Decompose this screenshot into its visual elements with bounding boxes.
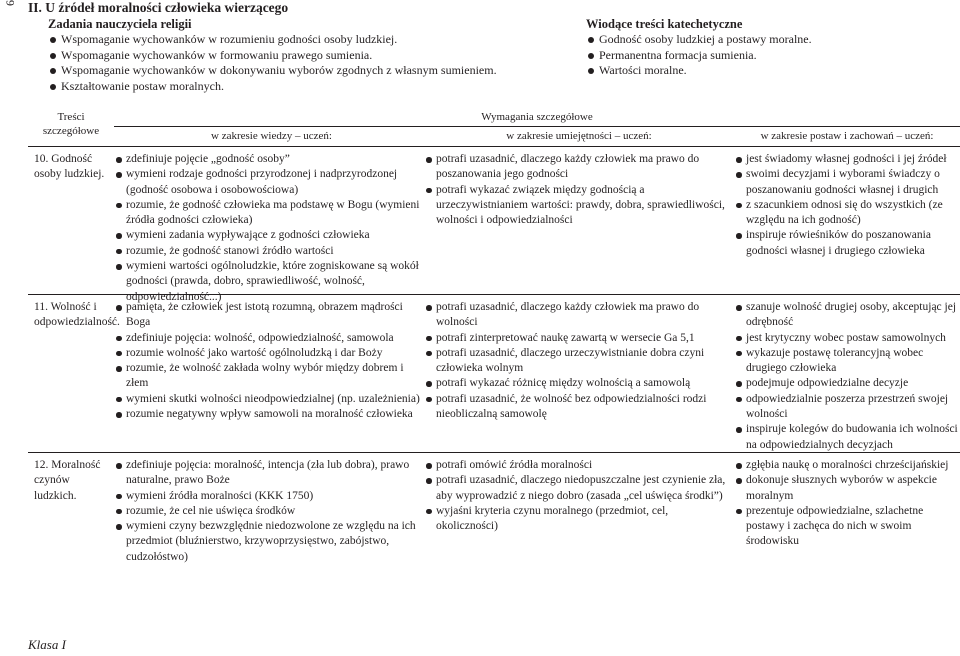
list-item: inspiruje kolegów do budowania ich wolności na odpowiedzialnych decyzjach	[734, 422, 959, 453]
list-item: potrafi wykazać związek między godnością a urzeczywistnianiem wartości: prawdy, dobra, sprawiedliwości, wolności i odpowiedzialności	[424, 183, 729, 229]
header-skills: w zakresie umiejętności – uczeń:	[506, 130, 652, 142]
knowledge-list	[114, 300, 424, 422]
list-item: potrafi uzasadnić, dlaczego urzeczywistnianie dobra czyni człowieka wolnym	[424, 346, 729, 377]
list-item: zdefiniuje pojęcie „godność osoby”	[114, 152, 424, 167]
list-item: potrafi uzasadnić, że wolność bez odpowiedzialności rodzi nieobliczalną samowolę	[424, 392, 729, 423]
table-row	[28, 148, 960, 303]
list-item: potrafi uzasadnić, dlaczego każdy człowiek ma prawo do poszanowania jego godności	[424, 152, 729, 183]
footer-class-label: Klasa I	[28, 637, 66, 652]
list-item: potrafi zinterpretować naukę zawartą w wersecie Ga 5,1	[424, 331, 729, 346]
list-item: Wspomaganie wychowanków w dokonywaniu wyborów zgodnych z własnym sumieniem.	[48, 63, 568, 79]
list-item: rozumie wolność jako wartość ogólnoludzką i dar Boży	[114, 346, 424, 361]
list-item: podejmuje odpowiedzialne decyzje	[734, 376, 959, 391]
list-item: rozumie, że godność stanowi źródło wartości	[114, 244, 424, 259]
list-item: wymieni źródła moralności (KKK 1750)	[114, 489, 424, 504]
attitudes-list	[734, 458, 959, 550]
list-item: inspiruje rówieśników do poszanowania godności własnej i drugiego człowieka	[734, 228, 959, 259]
row-topic: 10. Godność osoby ludzkiej.	[34, 153, 105, 181]
row-rule	[28, 294, 960, 295]
skills-list	[424, 300, 729, 422]
list-item: rozumie, że cel nie uświęca środków	[114, 504, 424, 519]
list-item: prezentuje odpowiedzialne, szlachetne postawy i zachęca do nich w swoim środowisku	[734, 504, 959, 550]
list-item: zdefiniuje pojęcia: moralność, intencja (zła lub dobra), prawo naturalne, prawo Boże	[114, 458, 424, 489]
table-row	[28, 296, 960, 454]
list-item: rozumie negatywny wpływ samowoli na moralność człowieka	[114, 407, 424, 422]
catechetical-content	[586, 17, 906, 79]
list-item: wymieni wartości ogólnoludzkie, które zogniskowane są wokół godności (prawda, dobro, sprawiedliwość, wolność, odpowiedzialność...)	[114, 259, 424, 305]
list-item: wymieni zadania wypływające z godności człowieka	[114, 228, 424, 243]
list-item: z szacunkiem odnosi się do wszystkich (ze względu na ich godność)	[734, 198, 959, 229]
page-number: 6	[3, 0, 17, 6]
list-item: szanuje wolność drugiej osoby, akceptując jej odrębność	[734, 300, 959, 331]
row-skills	[424, 152, 729, 228]
header-bottom-rule	[28, 146, 960, 147]
skills-list	[424, 152, 729, 228]
row-attitudes	[734, 152, 959, 259]
attitudes-list	[734, 152, 959, 259]
header-detailed-requirements: Wymagania szczegółowe	[481, 111, 593, 123]
list-item: Permanentna formacja sumienia.	[586, 48, 906, 64]
list-item: wymieni skutki wolności nieodpowiedzialnej (np. uzależnienia)	[114, 392, 424, 407]
list-item: wymieni czyny bezwzględnie niedozwolone ze względu na ich przedmiot (bluźnierstwo, krzywoprzysięstwo, zabójstwo, cudzołóstwo)	[114, 519, 424, 565]
list-item: potrafi wykazać różnicę między wolnością a samowolą	[424, 376, 729, 391]
list-item: Godność osoby ludzkiej a postawy moralne.	[586, 32, 906, 48]
list-item: Wspomaganie wychowanków w formowaniu prawego sumienia.	[48, 48, 568, 64]
header-divider	[114, 126, 960, 127]
list-item: potrafi omówić źródła moralności	[424, 458, 729, 473]
list-item: wyjaśni kryteria czynu moralnego (przedmiot, cel, okoliczności)	[424, 504, 729, 535]
header-detailed-content: Treści szczegółowe	[42, 111, 100, 137]
row-attitudes	[734, 458, 959, 550]
section-title: II. U źródeł moralności człowieka wierzącego	[28, 0, 289, 15]
teacher-tasks	[48, 17, 568, 94]
list-item: potrafi uzasadnić, dlaczego każdy człowiek ma prawo do wolności	[424, 300, 729, 331]
row-topic: 11. Wolność i odpowiedzialność.	[34, 301, 120, 329]
attitudes-list	[734, 300, 959, 453]
requirements-table	[28, 110, 960, 574]
catechetical-content-list	[586, 32, 906, 79]
list-item: jest krytyczny wobec postaw samowolnych	[734, 331, 959, 346]
list-item: zdefiniuje pojęcia: wolność, odpowiedzialność, samowola	[114, 331, 424, 346]
row-knowledge	[114, 300, 424, 422]
skills-list	[424, 458, 729, 534]
row-knowledge	[114, 458, 424, 565]
table-header	[28, 110, 960, 148]
header-attitudes: w zakresie postaw i zachowań – uczeń:	[760, 130, 934, 142]
row-skills	[424, 300, 729, 422]
row-attitudes	[734, 300, 959, 453]
row-rule	[28, 452, 960, 453]
header-knowledge: w zakresie wiedzy – uczeń:	[211, 130, 332, 142]
list-item: wykazuje postawę tolerancyjną wobec drugiego człowieka	[734, 346, 959, 377]
list-item: Kształtowanie postaw moralnych.	[48, 79, 568, 95]
list-item: Wartości moralne.	[586, 63, 906, 79]
list-item: rozumie, że godność człowieka ma podstawę w Bogu (wymieni źródła godności człowieka)	[114, 198, 424, 229]
table-row	[28, 454, 960, 574]
list-item: dokonuje słusznych wyborów w aspekcie moralnym	[734, 473, 959, 504]
list-item: Wspomaganie wychowanków w rozumieniu godności osoby ludzkiej.	[48, 32, 568, 48]
list-item: zgłębia naukę o moralności chrześcijańskiej	[734, 458, 959, 473]
knowledge-list	[114, 458, 424, 565]
row-skills	[424, 458, 729, 534]
list-item: pamięta, że człowiek jest istotą rozumną, obrazem mądrości Boga	[114, 300, 424, 331]
list-item: rozumie, że wolność zakłada wolny wybór między dobrem i złem	[114, 361, 424, 392]
row-topic: 12. Moralność czynów ludzkich.	[34, 459, 101, 502]
list-item: swoimi decyzjami i wyborami świadczy o poszanowaniu godności własnej i drugich	[734, 167, 959, 198]
row-knowledge	[114, 152, 424, 305]
list-item: wymieni rodzaje godności przyrodzonej i nadprzyrodzonej (godność osobowa i osobowościowa)	[114, 167, 424, 198]
catechetical-content-heading: Wiodące treści katechetyczne	[586, 17, 743, 31]
list-item: odpowiedzialnie poszerza przestrzeń swojej wolności	[734, 392, 959, 423]
list-item: jest świadomy własnej godności i jej źródeł	[734, 152, 959, 167]
teacher-tasks-list	[48, 32, 568, 94]
list-item: potrafi uzasadnić, dlaczego niedopuszczalne jest czynienie zła, aby wyprowadzić z niego dobro (zasada „cel uświęca środki”)	[424, 473, 729, 504]
knowledge-list	[114, 152, 424, 305]
teacher-tasks-heading: Zadania nauczyciela religii	[48, 17, 192, 31]
